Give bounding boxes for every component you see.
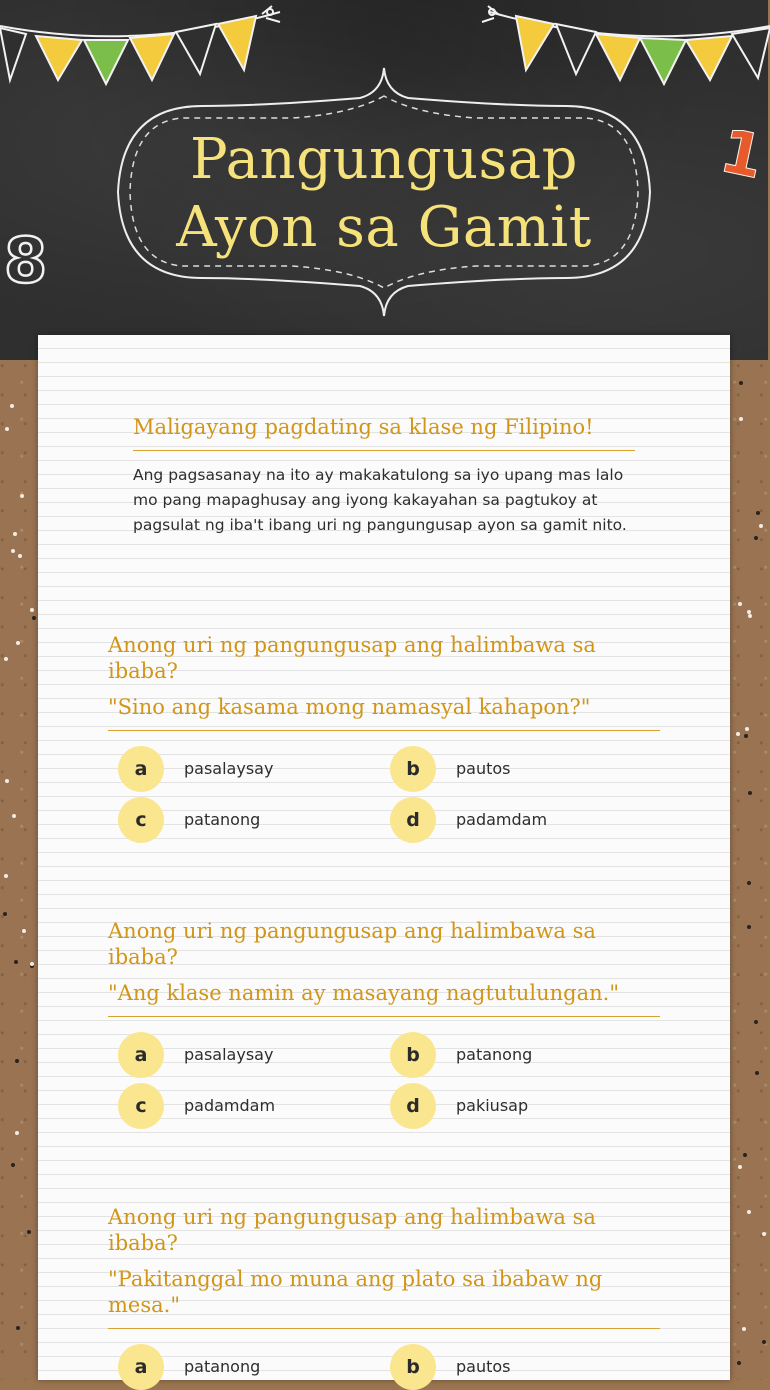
option-letter-badge: c <box>118 797 164 843</box>
option-letter-badge: d <box>390 1083 436 1129</box>
answer-options <box>108 1032 660 1142</box>
cork-dot <box>744 734 748 738</box>
cork-dot <box>16 1326 20 1330</box>
cork-dot <box>756 511 760 515</box>
title-line-1: Pangungusap <box>190 127 578 192</box>
option-letter-badge: a <box>118 1032 164 1078</box>
divider <box>108 1328 660 1329</box>
cork-dot <box>15 1059 19 1063</box>
cork-dot <box>745 727 749 731</box>
answer-option-a[interactable] <box>108 1344 378 1390</box>
option-label: pakiusap <box>456 1096 529 1115</box>
answer-option-b[interactable] <box>380 1032 650 1078</box>
cork-dot <box>747 925 751 929</box>
cork-dot <box>12 814 16 818</box>
welcome-body: Ang pagsasanay na ito ay makakatulong sa iyo upang mas lalo mo pang mapaghusay ang iyong kakayahan sa pagtukoy at pagsulat ng iba't ibang uri ng pangungusap ayon sa gamit nito. <box>133 466 627 534</box>
cork-dot <box>30 962 34 966</box>
answer-option-a[interactable] <box>108 746 378 792</box>
cork-dot <box>4 657 8 661</box>
question-example: "Pakitanggal mo muna ang plato sa ibabaw ng mesa." <box>108 1267 603 1317</box>
welcome-section <box>133 412 635 538</box>
cork-dot <box>13 532 17 536</box>
answer-option-d[interactable] <box>380 797 650 843</box>
cork-dot <box>14 960 18 964</box>
option-label: padamdam <box>456 810 548 829</box>
cork-dot <box>15 1131 19 1135</box>
answer-option-c[interactable] <box>108 1083 378 1129</box>
cork-dot <box>747 1210 751 1214</box>
answer-options <box>108 1344 660 1390</box>
cork-dot <box>738 602 742 606</box>
cork-dot <box>27 1230 31 1234</box>
divider <box>108 1016 660 1017</box>
option-letter-badge: c <box>118 1083 164 1129</box>
cork-dot <box>32 616 36 620</box>
cork-dot <box>16 641 20 645</box>
question-prompt: Anong uri ng pangungusap ang halimbawa sa ibaba? <box>108 919 596 969</box>
cork-dot <box>5 779 9 783</box>
option-letter-badge: a <box>118 1344 164 1390</box>
cork-dot <box>20 494 24 498</box>
option-label: patanong <box>184 1357 261 1376</box>
option-letter-badge: b <box>390 746 436 792</box>
cork-dot <box>10 404 14 408</box>
question-prompt: Anong uri ng pangungusap ang halimbawa sa ibaba? <box>108 1205 596 1255</box>
deco-number-one-text: 1 <box>714 115 770 194</box>
cork-dot <box>759 524 763 528</box>
divider <box>108 730 660 731</box>
option-label: pautos <box>456 759 511 778</box>
cork-dot <box>736 732 740 736</box>
cork-dot <box>4 874 8 878</box>
option-letter-badge: b <box>390 1032 436 1078</box>
option-letter-badge: b <box>390 1344 436 1390</box>
answer-option-b[interactable] <box>380 746 650 792</box>
option-letter-badge: d <box>390 797 436 843</box>
cork-dot <box>738 1165 742 1169</box>
question-example: "Ang klase namin ay masayang nagtutulungan." <box>108 981 620 1005</box>
answer-options <box>108 746 660 856</box>
question-3 <box>108 1204 660 1390</box>
cork-dot <box>18 554 22 558</box>
cork-dot <box>743 1153 747 1157</box>
option-label: pasalaysay <box>184 759 274 778</box>
option-label: padamdam <box>184 1096 276 1115</box>
answer-option-a[interactable] <box>108 1032 378 1078</box>
option-label: pautos <box>456 1357 511 1376</box>
deco-number-eight-text: 8 <box>4 224 48 297</box>
answer-option-c[interactable] <box>108 797 378 843</box>
cork-dot <box>739 381 743 385</box>
deco-number-eight <box>2 222 48 297</box>
welcome-heading: Maligayang pagdating sa klase ng Filipino! <box>133 412 635 451</box>
cork-dot <box>739 417 743 421</box>
option-letter-badge: a <box>118 746 164 792</box>
cork-dot <box>748 614 752 618</box>
cork-dot <box>755 1071 759 1075</box>
cork-dot <box>737 1361 741 1365</box>
cork-dot <box>11 549 15 553</box>
question-2 <box>108 918 660 1142</box>
cork-dot <box>30 608 34 612</box>
cork-dot <box>22 929 26 933</box>
answer-option-d[interactable] <box>380 1083 650 1129</box>
cork-dot <box>5 427 9 431</box>
cork-dot <box>3 912 7 916</box>
title-line-2: Ayon sa Gamit <box>176 195 592 260</box>
question-example: "Sino ang kasama mong namasyal kahapon?" <box>108 695 591 719</box>
page-title <box>0 126 768 262</box>
cork-dot <box>762 1340 766 1344</box>
deco-number-one <box>714 114 770 194</box>
cork-dot <box>742 1327 746 1331</box>
cork-dot <box>747 881 751 885</box>
cork-dot <box>762 1232 766 1236</box>
cork-dot <box>748 791 752 795</box>
cork-dot <box>754 1020 758 1024</box>
option-label: patanong <box>184 810 261 829</box>
question-1 <box>108 632 660 856</box>
option-label: patanong <box>456 1045 533 1064</box>
chalkboard-header <box>0 0 768 360</box>
question-prompt: Anong uri ng pangungusap ang halimbawa sa ibaba? <box>108 633 596 683</box>
option-label: pasalaysay <box>184 1045 274 1064</box>
cork-dot <box>754 536 758 540</box>
cork-dot <box>11 1163 15 1167</box>
answer-option-b[interactable] <box>380 1344 650 1390</box>
